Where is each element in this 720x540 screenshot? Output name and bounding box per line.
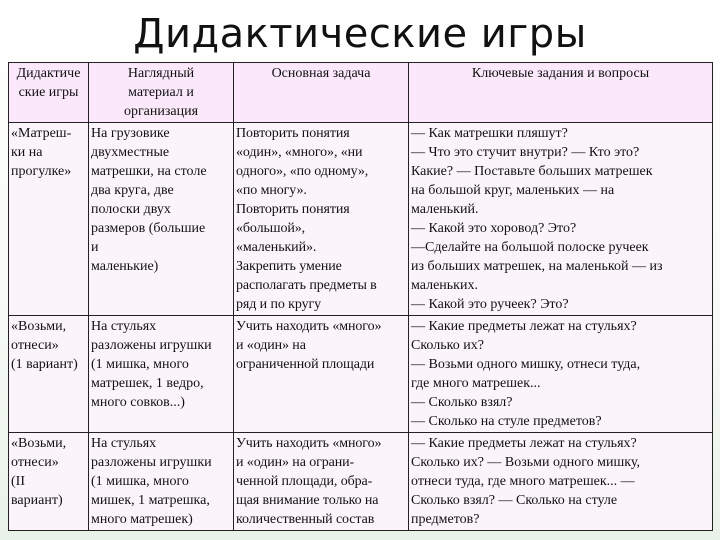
table-row [9, 433, 713, 531]
cell-questions: — Какие предметы лежат на стульях? Сколько их? — Возьми одного мишку, отнеси туда, где много матрешек... — Сколько взял? — Сколько на стуле предметов? [409, 316, 713, 433]
table-row [9, 316, 713, 433]
cell-material: На стульях разложены игрушки (1 мишка, много матрешек, 1 ведро, много совков...) [89, 316, 234, 433]
slide-title: Дидактические игры [133, 11, 587, 57]
table-header-row [9, 63, 713, 123]
cell-task: Учить находить «много» и «один» на ограниченной площади [234, 316, 409, 433]
cell-material: На грузовике двухместные матрешки, на столе два круга, две полоски двух размеров (большие и маленькие) [89, 123, 234, 316]
cell-material: На стульях разложены игрушки (1 мишка, много мишек, 1 матрешка, много матрешек) [89, 433, 234, 531]
cell-game: «Возьми, отнеси» (II вариант) [9, 433, 89, 531]
table-row [9, 123, 713, 316]
didactic-games-table [8, 62, 713, 531]
cell-game: «Матреш- ки на прогулке» [9, 123, 89, 316]
header-task: Основная задача [234, 63, 409, 123]
cell-questions: — Какие предметы лежат на стульях? Сколько их? — Возьми одного мишку, отнеси туда, где много матрешек... — Сколько взял? — Сколько на стуле предметов? [409, 433, 713, 531]
header-game: Дидактиче ские игры [9, 63, 89, 123]
cell-task: Повторить понятия «один», «много», «ни одного», «по одному», «по многу». Повторить понятия «большой», «маленький». Закрепить умение располагать предметы в ряд и по кругу [234, 123, 409, 316]
header-material: Наглядный материал и организация [89, 63, 234, 123]
cell-game: «Возьми, отнеси» (1 вариант) [9, 316, 89, 433]
header-questions: Ключевые задания и вопросы [409, 63, 713, 123]
cell-questions: — Как матрешки пляшут? — Что это стучит внутри? — Кто это? Какие? — Поставьте больших матрешек на большой круг, маленьких — на маленький. — Какой это хоровод? Это? —Сделайте на большой полоске ручеек из больших матрешек, на маленькой — из маленьких. — Какой это ручеек? Это? [409, 123, 713, 316]
cell-task: Учить находить «много» и «один» на ограни- ченной площади, обра- щая внимание только на количественный состав [234, 433, 409, 531]
